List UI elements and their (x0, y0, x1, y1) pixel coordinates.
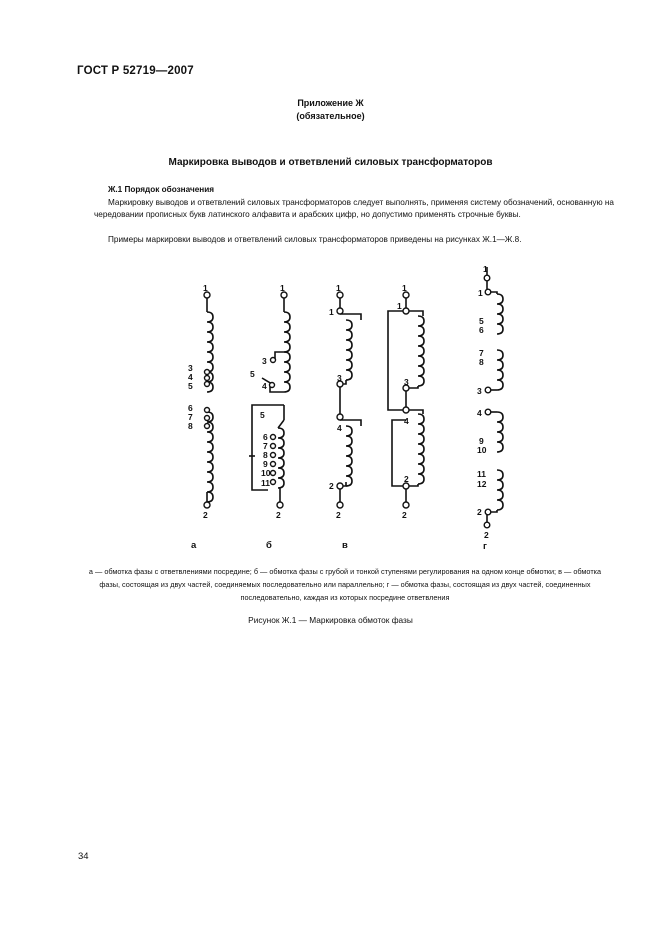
label-b-9: 9 (263, 459, 268, 469)
label-a-3: 3 (188, 363, 193, 373)
diagram-g (477, 264, 503, 552)
label-v-1b: 1 (329, 307, 334, 317)
paragraph-2: Примеры маркировки выводов и ответвлений силовых трансформаторов приведены на рисунках Ж.1—Ж.8. (108, 235, 522, 244)
label-v2-3: 3 (404, 377, 409, 387)
label-g-10: 10 (477, 445, 487, 455)
label-g-11: 11 (477, 469, 486, 479)
label-b-5a: 5 (250, 369, 255, 379)
label-b-6: 6 (263, 432, 268, 442)
document-id: ГОСТ Р 52719—2007 (77, 65, 194, 77)
label-b-3: 3 (262, 356, 267, 366)
label-v2-4: 4 (404, 416, 409, 426)
label-g-3: 3 (477, 386, 482, 396)
label-v-1a: 1 (336, 283, 341, 293)
label-v-2b: 2 (336, 510, 341, 520)
appendix-status: (обязательное) (296, 111, 365, 121)
label-b-2: 2 (276, 510, 281, 520)
label-v2-1a: 1 (402, 283, 407, 293)
label-v-3: 3 (337, 373, 342, 383)
label-g-6: 6 (479, 325, 484, 335)
diagram-v-parallel (388, 283, 424, 520)
main-title: Маркировка выводов и ответвлений силовых трансформаторов (168, 157, 493, 168)
diagram-a-label: а (191, 540, 197, 551)
diagram-v (329, 283, 361, 551)
label-g-9: 9 (479, 436, 484, 446)
label-g-2b: 2 (484, 530, 489, 540)
diagram-g-label: г (483, 541, 487, 552)
diagram-a (188, 283, 213, 551)
label-v-2a: 2 (329, 481, 334, 491)
label-b-7: 7 (263, 441, 268, 451)
label-g-5: 5 (479, 316, 484, 326)
label-a-7: 7 (188, 412, 193, 422)
page-number: 34 (78, 851, 89, 862)
label-g-1a: 1 (483, 264, 488, 274)
label-a-5: 5 (188, 381, 193, 391)
label-b-8: 8 (263, 450, 268, 460)
label-b-4: 4 (262, 381, 267, 391)
diagram-b (249, 283, 290, 551)
label-v2-2b: 2 (402, 510, 407, 520)
label-a-4: 4 (188, 372, 193, 382)
diagram-b-label: б (266, 540, 272, 551)
label-v-4: 4 (337, 423, 342, 433)
label-b-10: 10 (261, 468, 271, 478)
label-g-7: 7 (479, 348, 484, 358)
label-b-1: 1 (280, 283, 285, 293)
label-v2-1b: 1 (397, 301, 402, 311)
figure-title: Рисунок Ж.1 — Маркировка обмоток фазы (248, 615, 413, 625)
label-g-1b: 1 (478, 288, 483, 298)
appendix-title: Приложение Ж (297, 98, 364, 108)
label-a-8: 8 (188, 421, 193, 431)
label-a-1: 1 (203, 283, 208, 293)
label-g-8: 8 (479, 357, 484, 367)
label-g-2a: 2 (477, 507, 482, 517)
paragraph-1: Маркировку выводов и ответвлений силовых трансформаторов следует выполнять, применяя систему обозначений, основанную на чередовании прописных букв латинского алфавита и арабских цифр, но допустимо применять строчные буквы. (94, 198, 614, 220)
label-g-12: 12 (477, 479, 487, 489)
label-g-4: 4 (477, 408, 482, 418)
label-b-5b: 5 (260, 410, 265, 420)
label-b-11: 11 (261, 478, 270, 488)
diagram-v-label: в (342, 540, 348, 551)
figure-caption: а — обмотка фазы с ответвлениями посредине; б — обмотка фазы с грубой и тонкой ступенями регулирования на одном конце обмотки; в — обмотка фазы, состоящая из двух частей, соединяемых последовательно или параллельно; г — обмотка фазы, состоящая из двух частей, соединенных последовательно, каждая из которых посредине ответвления (88, 567, 602, 602)
label-a-2: 2 (203, 510, 208, 520)
label-v2-2a: 2 (404, 474, 409, 484)
label-a-6: 6 (188, 403, 193, 413)
section-heading: Ж.1 Порядок обозначения (108, 185, 215, 194)
